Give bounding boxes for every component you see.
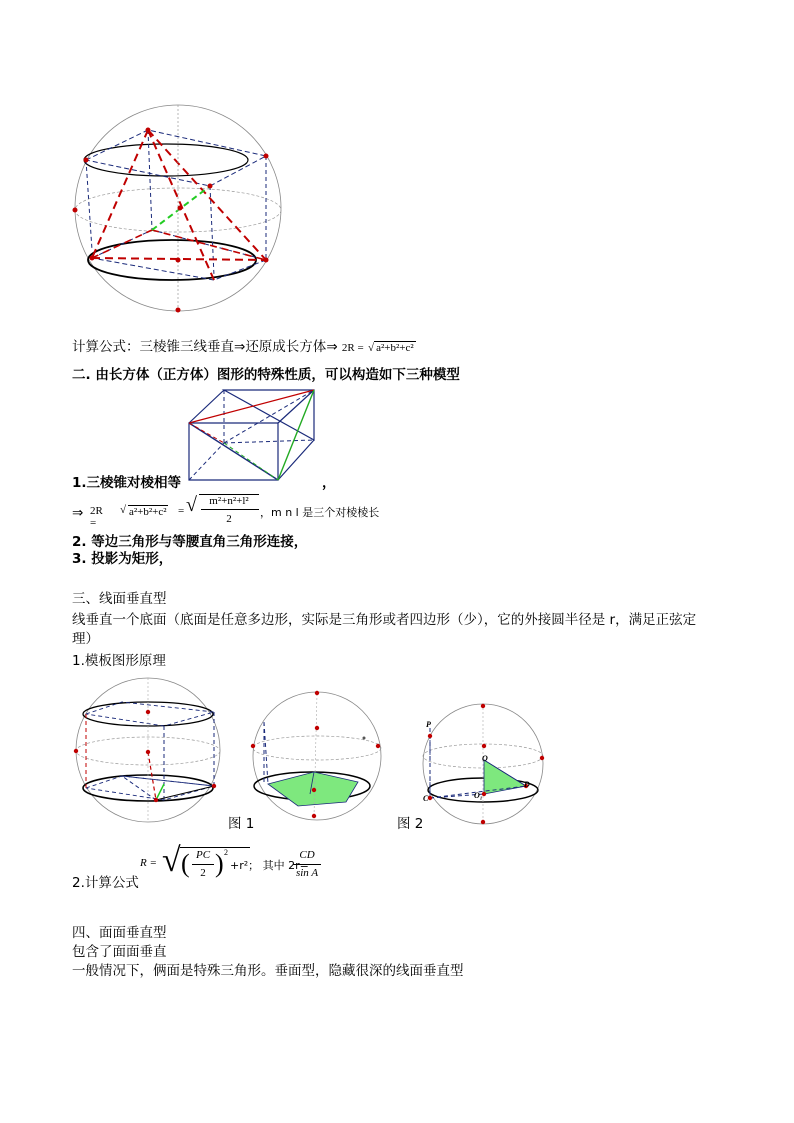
label-D: D: [524, 780, 530, 789]
section-2-item-1-comma: ，: [322, 475, 336, 491]
fraction-denominator: sin A: [295, 867, 319, 879]
paren-right: ): [215, 849, 224, 878]
section-4-heading: 四、面面垂直型: [72, 925, 167, 941]
fraction-denominator: 2: [226, 513, 232, 525]
template-sphere-figure-c: [418, 698, 553, 828]
formula-2R: 2R =: [90, 505, 103, 529]
sqrt-radicand: a²+b²+c²: [129, 506, 167, 518]
fraction-numerator: m²+n²+l²: [199, 494, 259, 507]
equals-sign: =: [178, 505, 185, 517]
section-3-heading: 三、线面垂直型: [72, 591, 167, 607]
section-4-line-1: 包含了面面垂直: [72, 944, 167, 960]
figure-1-caption: 图 1: [228, 816, 255, 832]
fraction-numerator: PC: [195, 849, 211, 861]
label-O: O: [482, 754, 488, 763]
cuboid-figure: [186, 385, 321, 483]
formula-R: R =: [140, 857, 157, 869]
fraction-bar: [192, 864, 214, 865]
fraction-bar: [293, 864, 321, 865]
label-P: P: [426, 720, 431, 729]
label-O1: O₁: [474, 791, 483, 800]
section-2-item-1: 1.三棱锥对棱相等: [72, 475, 182, 491]
formula-tail: +r²； 其中 2r=: [230, 859, 309, 872]
implies-symbol: ⇒: [326, 339, 338, 355]
section-3-paragraph-line-1: 线垂直一个底面（底面是任意多边形，实际是三角形或者四边形（少），它的外接圆半径是 r，满足正弦定: [72, 612, 697, 628]
formula-2R: 2R =: [341, 342, 364, 354]
figure-2-caption: 图 2: [397, 816, 424, 832]
implies-symbol: ⇒: [72, 505, 84, 521]
fraction-bar: [201, 509, 259, 510]
sqrt-sign-large: √: [186, 494, 197, 516]
implies-symbol: ⇒: [234, 339, 246, 355]
paren-left: (: [181, 849, 190, 878]
template-sphere-figure-a: [72, 676, 227, 826]
sqrt-sign-large: √: [162, 842, 181, 879]
section-2-heading: 二. 由长方体（正方体）图形的特殊性质，可以构造如下三种模型: [72, 367, 460, 383]
formula-note: ，m n l 是三个对棱棱长: [260, 506, 380, 519]
label-C: C: [423, 794, 429, 803]
section-3-sub-2: 2.计算公式: [72, 875, 139, 891]
sphere-box-figure: [70, 100, 290, 320]
formula-line-1: [72, 338, 416, 357]
template-sphere-figure-b: [250, 686, 385, 826]
section-3-paragraph-line-2: 理）: [72, 631, 99, 647]
section-2-item-3: 3. 投影为矩形，: [72, 551, 173, 567]
formula-prefix: 计算公式：三棱锥三线垂直: [72, 339, 234, 355]
exponent-2: 2: [224, 848, 228, 857]
fraction-numerator: CD: [299, 849, 315, 861]
section-2-item-2: 2. 等边三角形与等腰直角三角形连接，: [72, 534, 308, 550]
sqrt-radicand: a²+b²+c²: [376, 342, 414, 354]
sqrt-sign: √: [120, 504, 127, 516]
radius-formula: [140, 842, 340, 889]
formula-middle: 还原成长方体: [245, 339, 327, 355]
fraction-denominator: 2: [200, 867, 206, 879]
section-3-sub-1: 1.模板图形原理: [72, 653, 166, 669]
section-4-line-2: 一般情况下，俩面是特殊三角形。垂面型，隐藏很深的线面垂直型: [72, 963, 464, 979]
sqrt-sign: √: [368, 342, 375, 354]
